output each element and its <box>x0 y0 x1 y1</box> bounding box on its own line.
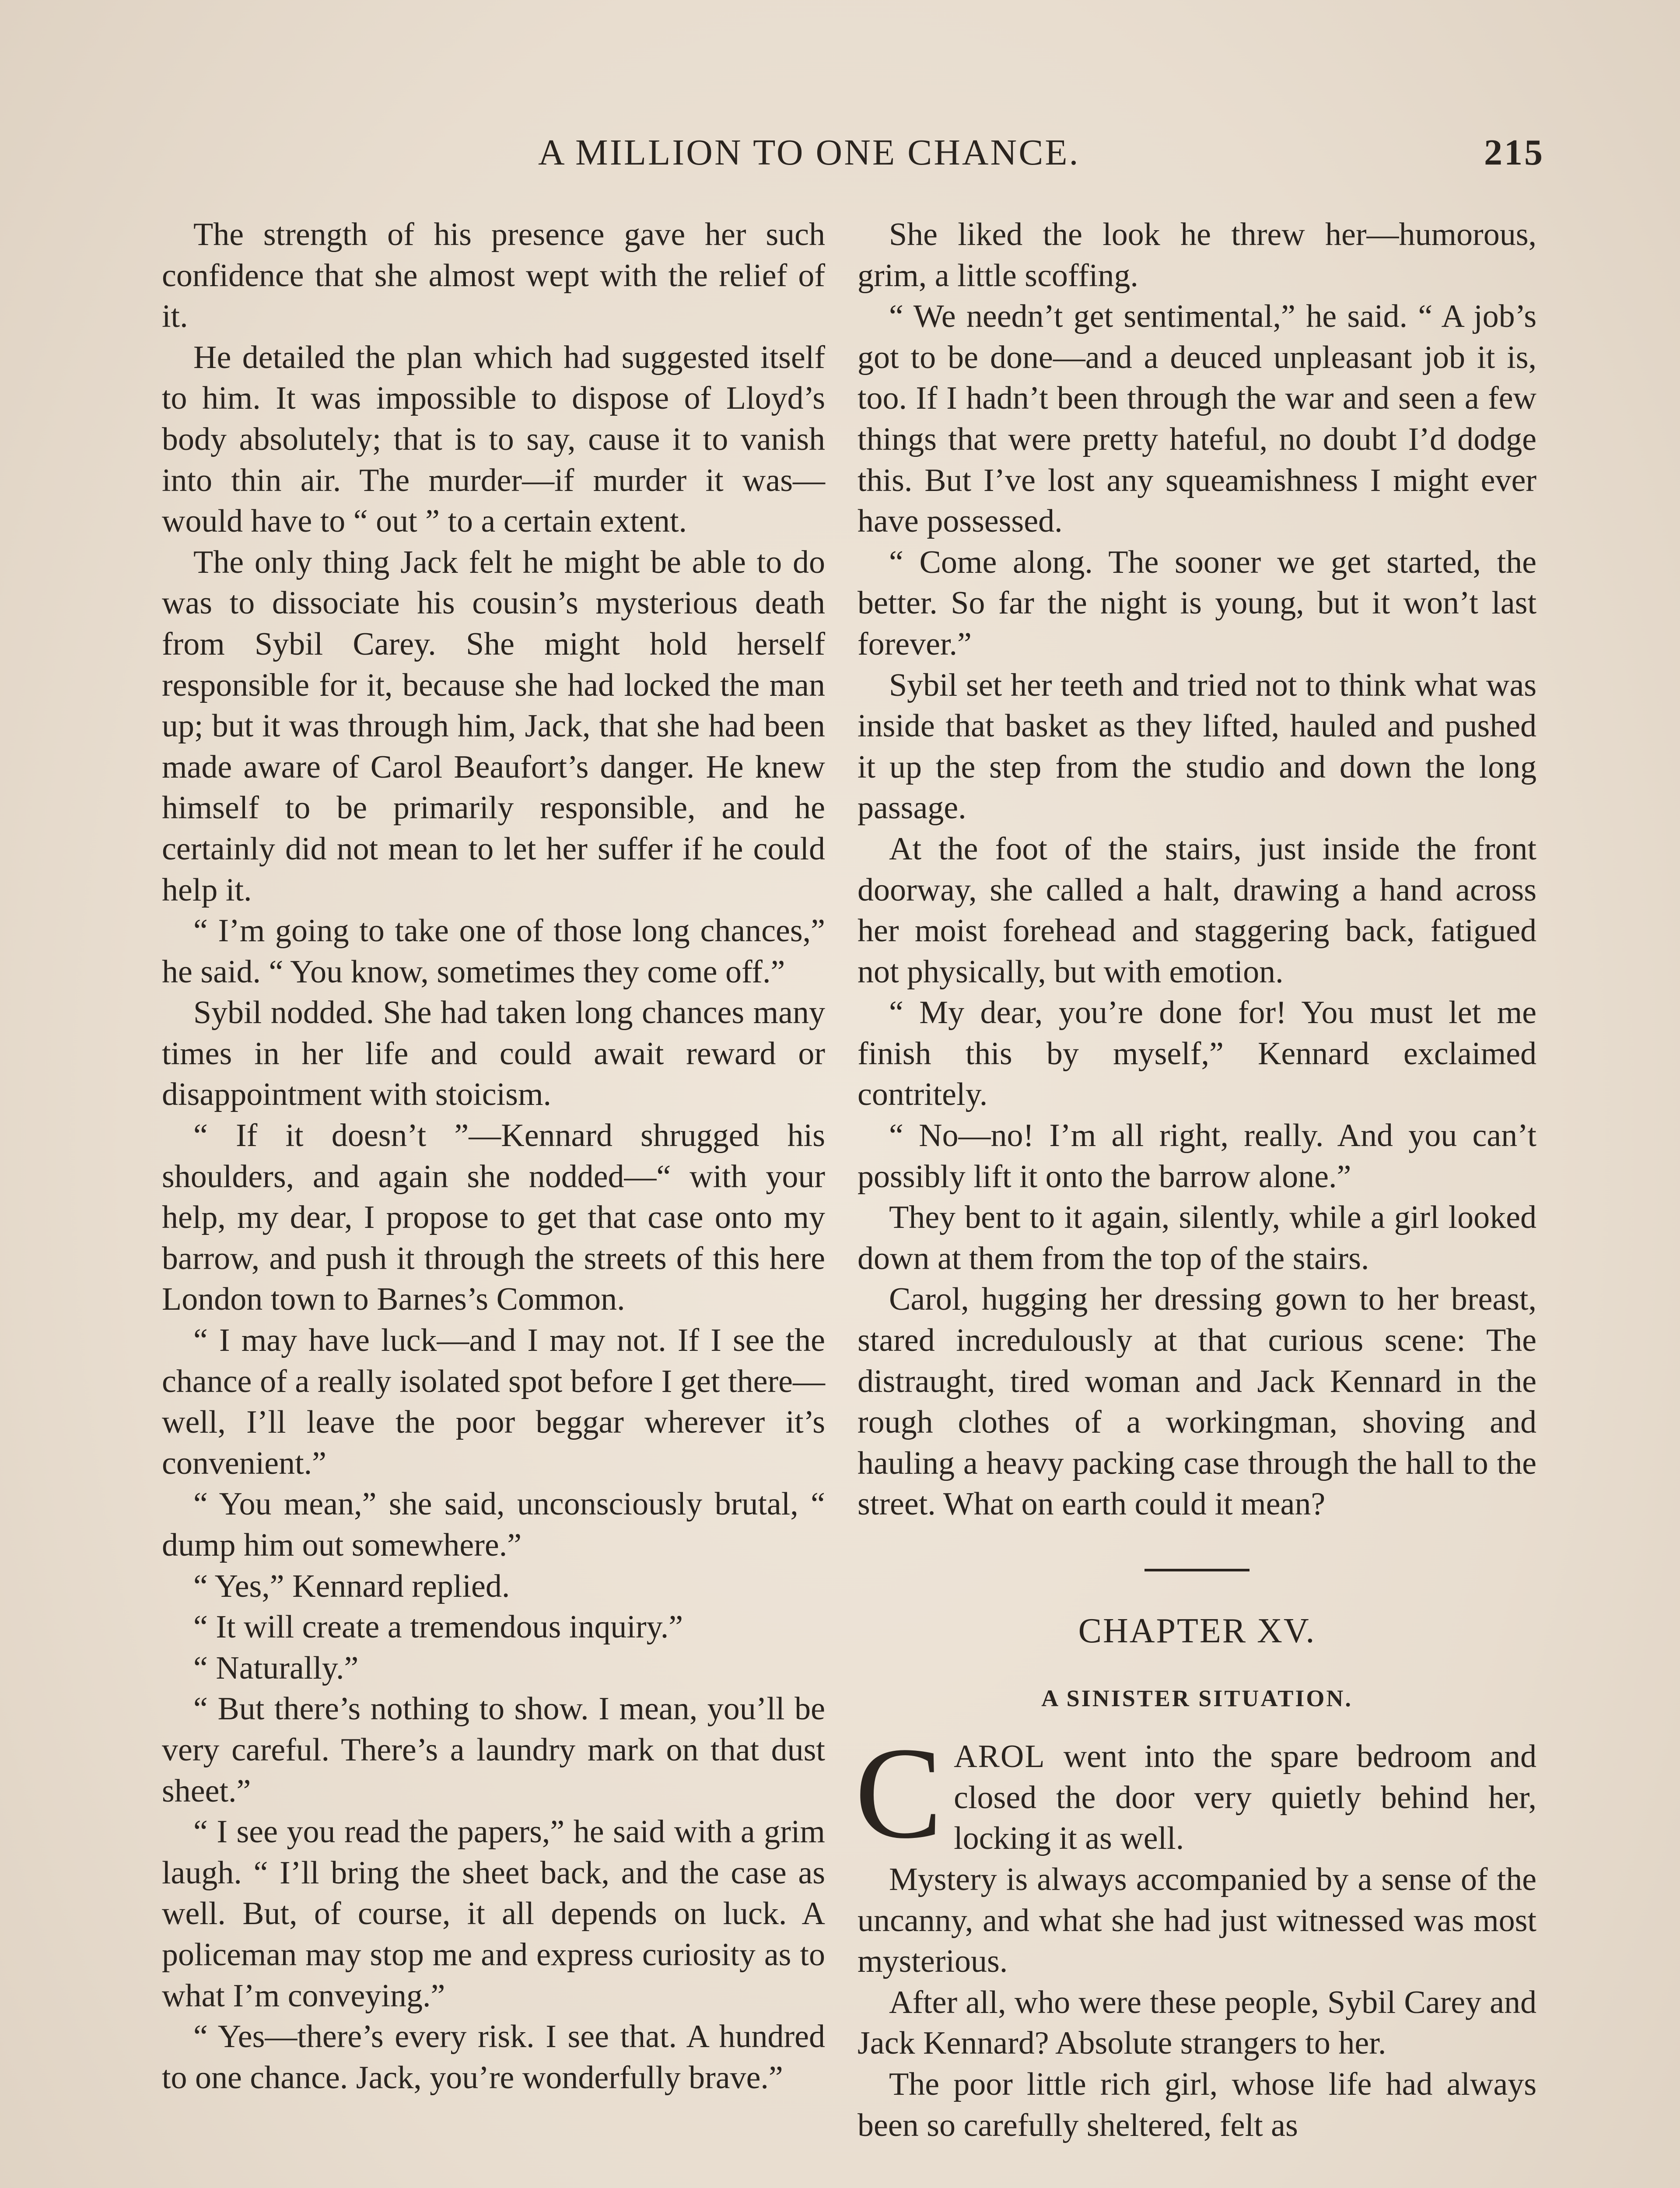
chapter-heading: CHAPTER XV. <box>1078 1612 1316 1650</box>
paragraph: Sybil nodded. She had taken long chances many times in her life and could await reward or disappointment with stoicism. <box>162 995 825 1113</box>
paragraph: “ Yes—there’s every risk. I see that. A hundred to one chance. Jack, you’re wonderfully brave.” <box>162 2019 825 2096</box>
paragraph: “ I may have luck—and I may not. If I see the chance of a really isolated spot before I get there—well, I’ll leave the poor beggar wherever it’s convenient.” <box>162 1322 825 1481</box>
paragraph: He detailed the plan which had suggested itself to him. It was impossible to dispose of Lloyd’s body absolutely; that is to say, cause it to vanish into thin air. The murder—if murder it was—would have to “ out ” to a certain extent. <box>162 339 825 540</box>
paragraph: “ Yes,” Kennard replied. <box>193 1568 510 1604</box>
first-word-caps: AROL <box>954 1739 1046 1775</box>
page-number: 215 <box>1484 132 1544 173</box>
paragraph: “ I’m going to take one of those long chances,” he said. “ You know, sometimes they come off.” <box>162 913 825 990</box>
running-title: A MILLION TO ONE CHANCE. <box>538 132 1080 173</box>
paragraph: Carol, hugging her dressing gown to her breast, stared incredulously at that curious scene: The distraught, tired woman and Jack Kennard in the rough clothes of a workingman, shoving and hauling a heavy packing case through the hall to the street. What on earth could it mean? <box>858 1281 1536 1522</box>
paragraph: The strength of his presence gave her such confidence that she almost wept with the relief of it. <box>162 217 825 335</box>
paragraph: She liked the look he threw her—humorous, grim, a little scoffing. <box>858 217 1536 294</box>
paragraph: They bent to it again, silently, while a girl looked down at them from the top of the stairs. <box>858 1199 1536 1276</box>
chapter-subtitle: A SINISTER SITUATION. <box>1041 1685 1353 1711</box>
paragraph: “ Come along. The sooner we get started, the better. So far the night is young, but it won’t last forever.” <box>858 544 1536 662</box>
paragraph: “ Naturally.” <box>193 1650 359 1686</box>
paragraph: “ You mean,” she said, unconsciously brutal, “ dump him out somewhere.” <box>162 1486 825 1563</box>
paragraph: “ My dear, you’re done for! You must let me finish this by myself,” Kennard exclaimed contritely. <box>858 995 1536 1113</box>
opening-text: went into the spare bedroom and closed the door very quietly behind her, locking it as well. <box>954 1739 1536 1857</box>
paragraph: The only thing Jack felt he might be able to do was to dissociate his cousin’s mysterious death from Sybil Carey. She might hold herself responsible for it, because she had locked the man up; but it was through him, Jack, that she had been made aware of Carol Beaufort’s danger. He knew himself to be primarily responsible, and he certainly did not mean to let her suffer if he could help it. <box>162 544 825 908</box>
paragraph: Sybil set her teeth and tried not to think what was inside that basket as they lifted, hauled and pushed it up the step from the studio and down the long passage. <box>858 667 1536 826</box>
paragraph: The poor little rich girl, whose life had always been so carefully sheltered, felt as <box>858 2066 1536 2143</box>
drop-cap: C <box>855 1720 943 1866</box>
paragraph: “ We needn’t get sentimental,” he said. “ A job’s got to be done—and a deuced unpleasant job it is, too. If I hadn’t been through the war and seen a few things that were pretty hateful, no doubt I’d dodge this. But I’ve lost any squeamishness I might ever have possessed. <box>858 298 1536 540</box>
left-column <box>162 214 825 2098</box>
chapter-opening-paragraph <box>855 1720 1536 1866</box>
paragraph: “ No—no! I’m all right, really. And you can’t possibly lift it onto the barrow alone.” <box>858 1118 1536 1195</box>
paragraph: “ But there’s nothing to show. I mean, you’ll be very careful. There’s a laundry mark on that dust sheet.” <box>162 1691 825 1809</box>
paragraph: After all, who were these people, Sybil Carey and Jack Kennard? Absolute strangers to her. <box>858 1984 1536 2062</box>
paragraph: Mystery is always accompanied by a sense of the uncanny, and what she had just witnessed was most mysterious. <box>858 1861 1536 1980</box>
paragraph: At the foot of the stairs, just inside the front doorway, she called a halt, drawing a hand across her moist forehead and staggering back, fatigued not physically, but with emotion. <box>858 831 1536 990</box>
paragraph: “ If it doesn’t ”—Kennard shrugged his shoulders, and again she nodded—“ with your help, my dear, I propose to get that case onto my barrow, and push it through the streets of this here London town to Barnes’s Common. <box>162 1118 825 1318</box>
paragraph: “ It will create a tremendous inquiry.” <box>193 1609 683 1645</box>
right-column <box>855 214 1536 2146</box>
chapter-divider <box>1144 1569 1250 1571</box>
paragraph: “ I see you read the papers,” he said with a grim laugh. “ I’ll bring the sheet back, and the case as well. But, of course, it all depends on luck. A policeman may stop me and express curiosity as to what I’m conveying.” <box>162 1814 825 2014</box>
